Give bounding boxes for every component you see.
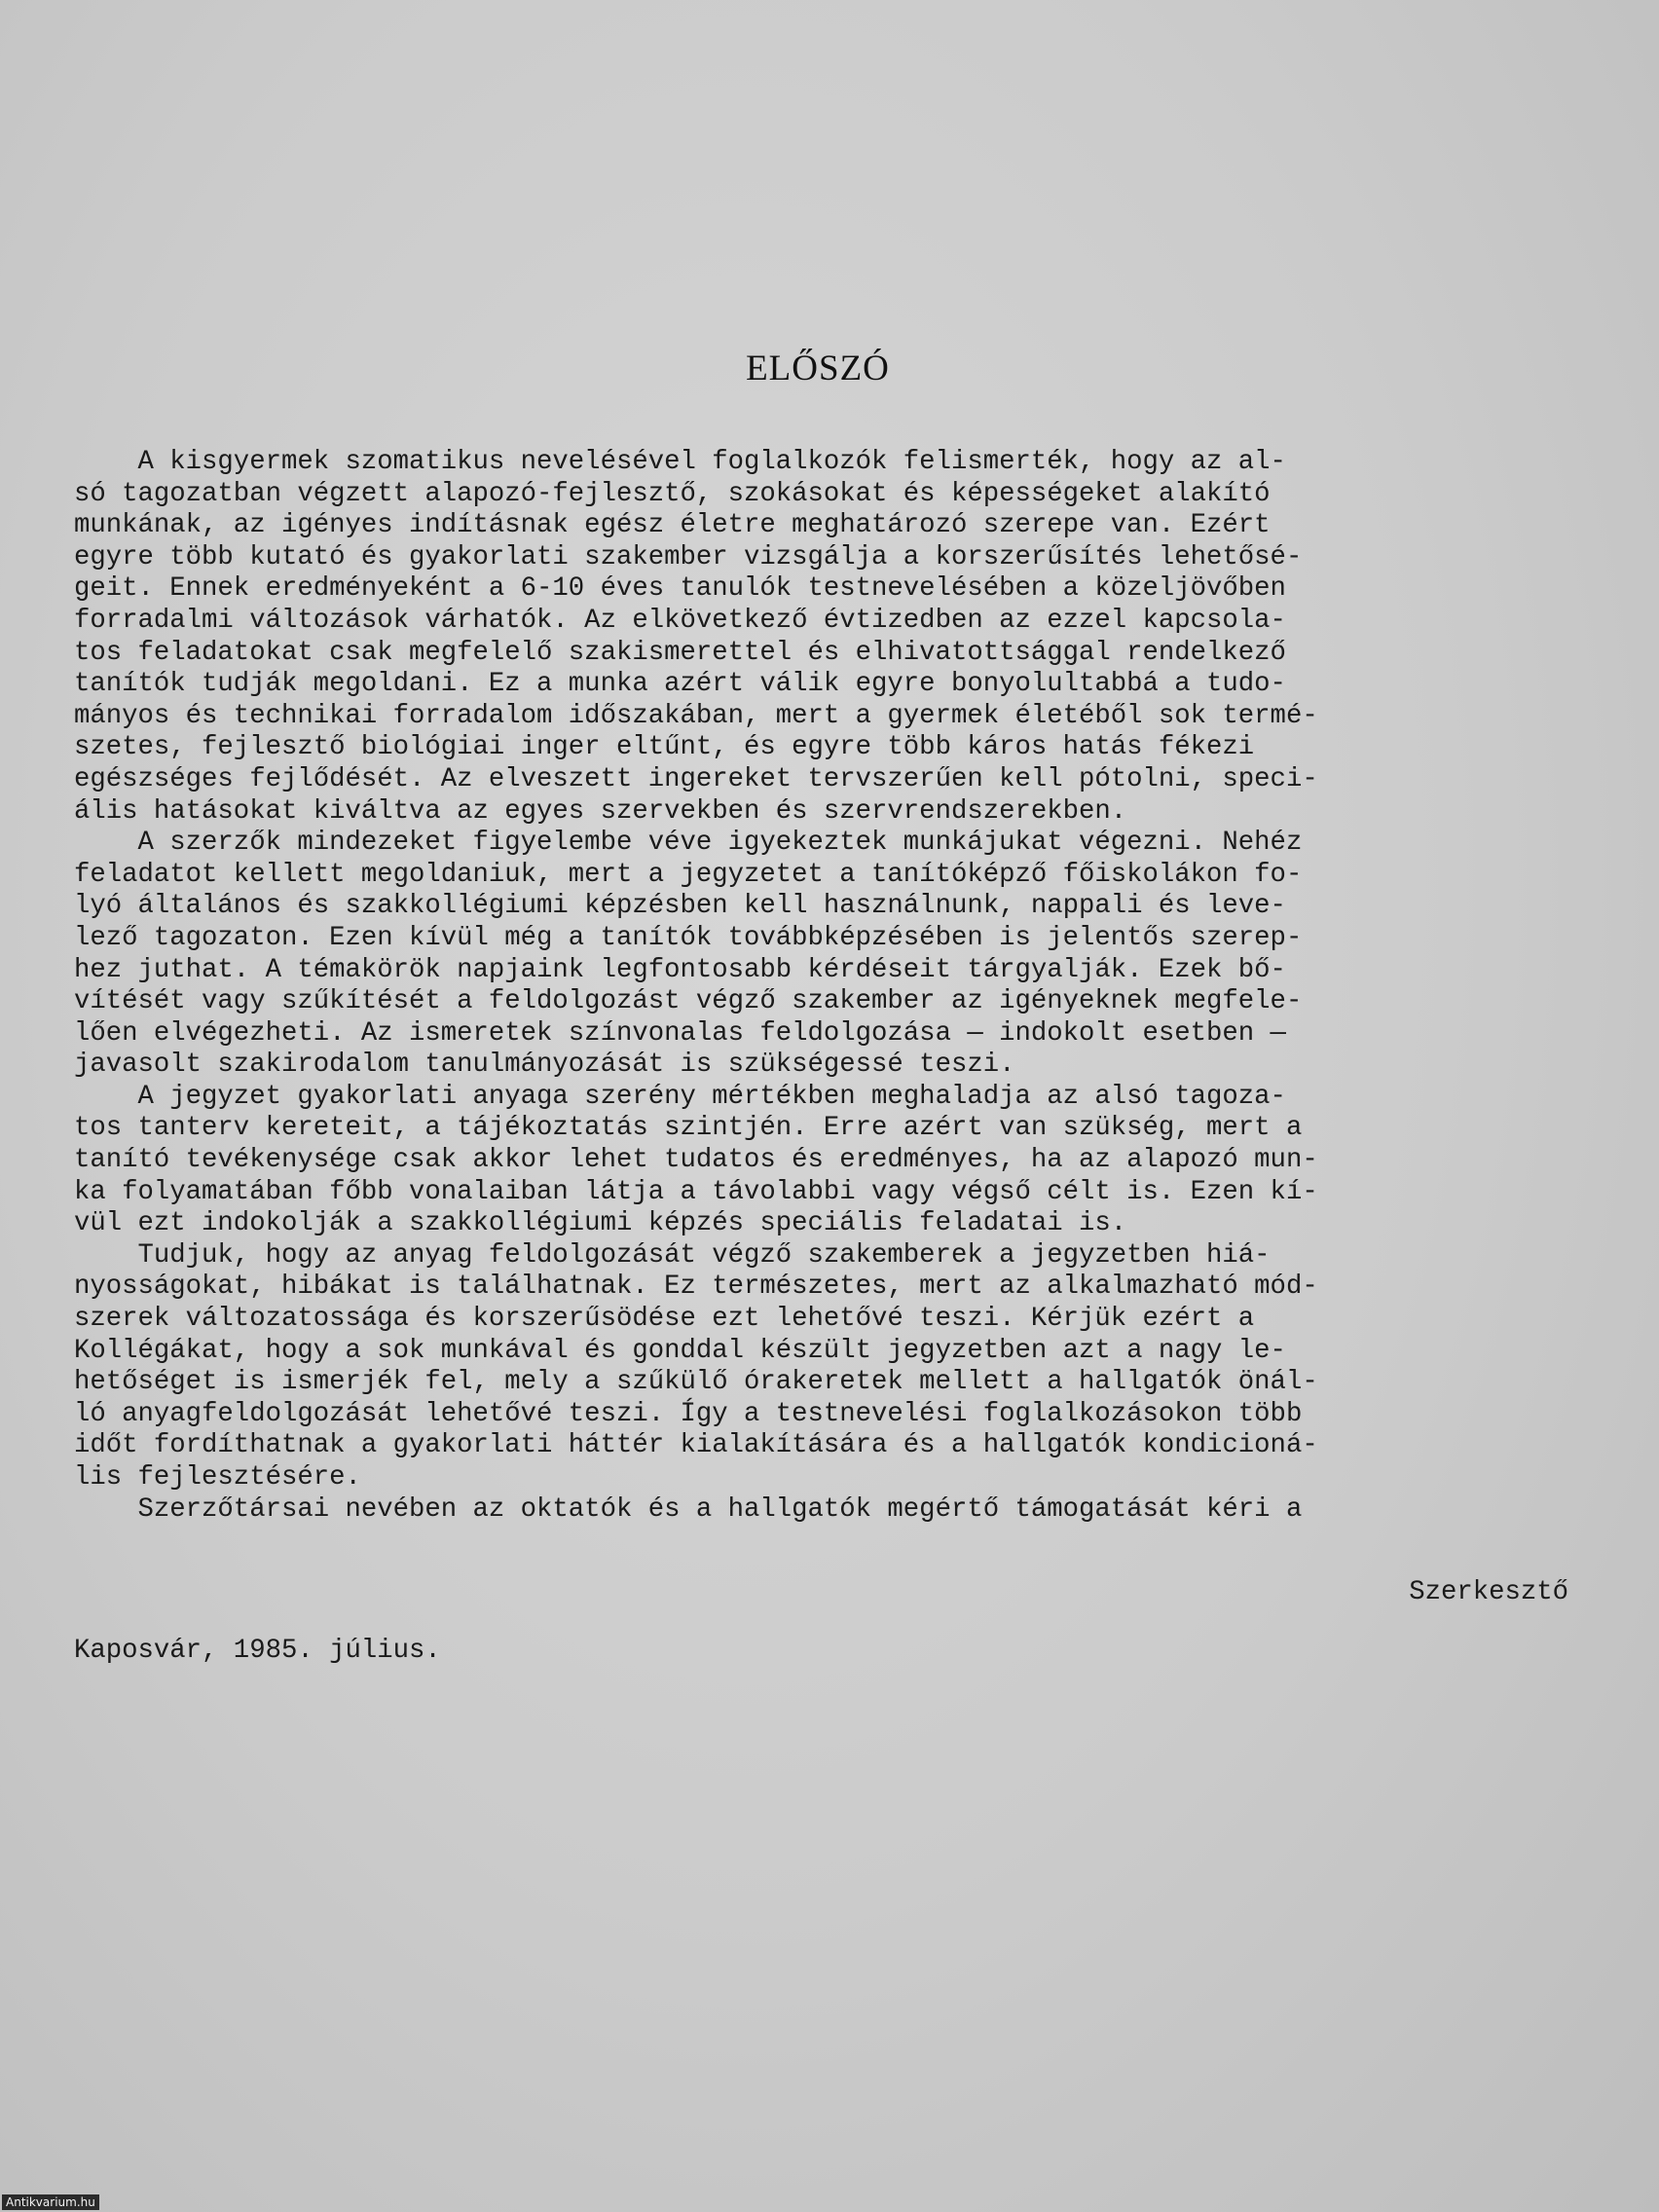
text-line: vül ezt indokolják a szakkollégiumi képzés speciális feladatai is. [74,1208,1127,1239]
text-line: lyó általános és szakkollégiumi képzésben kell használnunk, nappali és leve- [74,891,1286,922]
text-line: mányos és technikai forradalom időszakában, mert a gyermek életéből sok termé- [74,700,1318,731]
text-line: Szerzőtársai nevében az oktatók és a hallgatók megértő támogatását kéri a [74,1493,1303,1525]
text-line: tanító tevékenysége csak akkor lehet tudatos és eredményes, ha az alapozó mun- [74,1145,1318,1176]
text-line: A szerzők mindezeket figyelembe véve igyekeztek munkájukat végezni. Nehéz [74,828,1303,859]
text-line: lis fejlesztésére. [74,1462,361,1493]
text-line: Tudjuk, hogy az anyag feldolgozását végző szakemberek a jegyzetben hiá- [74,1239,1271,1271]
text-line: A kisgyermek szomatikus nevelésével foglalkozók felismerték, hogy az al- [74,447,1286,477]
text-line: Kollégákat, hogy a sok munkával és gonddal készült jegyzetben azt a nagy le- [74,1335,1286,1366]
text-line: só tagozatban végzett alapozó-fejlesztő, szokásokat és képességeket alakító [74,478,1271,509]
signature: Szerkesztő [1409,1577,1568,1607]
text-line: hetőséget is ismerjék fel, mely a szűkülő órakeretek mellett a hallgatók önál- [74,1367,1318,1398]
text-line: szerek változatossága és korszerűsödése ezt lehetővé teszi. Kérjük ezért a [74,1304,1255,1335]
text-line: egészséges fejlődését. Az elveszett ingereket tervszerűen kell pótolni, speci- [74,763,1318,794]
text-line: geit. Ennek eredményeként a 6-10 éves tanulók testnevelésében a közeljövőben [74,573,1286,605]
text-line: időt fordíthatnak a gyakorlati háttér kialakítására és a hallgatók kondicioná- [74,1430,1318,1461]
text-line: tos tanterv kereteit, a tájékoztatás szintjén. Erre azért van szükség, mert a [74,1113,1303,1144]
text-line: feladatot kellett megoldaniuk, mert a jegyzetet a tanítóképző főiskolákon fo- [74,859,1303,890]
page-title: ELŐSZÓ [746,349,890,388]
text-line: tanítók tudják megoldani. Ez a munka azért válik egyre bonyolultabbá a tudo- [74,669,1286,700]
text-line: hez juthat. A témakörök napjaink legfontosabb kérdéseit tárgyalják. Ezek bő- [74,954,1286,985]
text-line: szetes, fejlesztő biológiai inger eltűnt, és egyre több káros hatás fékezi [74,732,1255,763]
watermark: Antikvarium.hu [2,2194,99,2210]
text-line: forradalmi változások várhatók. Az elkövetkező évtizedben az ezzel kapcsola- [74,605,1286,636]
text-line: ális hatásokat kiváltva az egyes szervekben és szervrendszerekben. [74,795,1127,827]
text-line: egyre több kutató és gyakorlati szakember vizsgálja a korszerűsítés lehetősé- [74,541,1303,572]
place-date: Kaposvár, 1985. július. [74,1636,441,1666]
text-line: tos feladatokat csak megfelelő szakismerettel és elhivatottsággal rendelkező [74,637,1286,668]
text-line: vítését vagy szűkítését a feldolgozást végző szakember az igényeknek megfele- [74,986,1303,1017]
text-line: ló anyagfeldolgozását lehetővé teszi. Így a testnevelési foglalkozásokon több [74,1398,1303,1429]
text-line: A jegyzet gyakorlati anyaga szerény mértékben meghaladja az alsó tagoza- [74,1081,1286,1112]
preface-body [74,447,1573,1526]
text-line: munkának, az igényes indításnak egész életre meghatározó szerepe van. Ezért [74,510,1271,541]
text-line: nyosságokat, hibákat is találhatnak. Ez természetes, mert az alkalmazható mód- [74,1272,1318,1303]
text-line: ka folyamatában főbb vonalaiban látja a távolabbi vagy végső célt is. Ezen kí- [74,1176,1318,1207]
text-line: javasolt szakirodalom tanulmányozását is szükségessé teszi. [74,1050,1015,1081]
text-line: lően elvégezheti. Az ismeretek színvonalas feldolgozása — indokolt esetben — [74,1017,1286,1049]
text-line: lező tagozaton. Ezen kívül még a tanítók továbbképzésében is jelentős szerep- [74,922,1303,953]
